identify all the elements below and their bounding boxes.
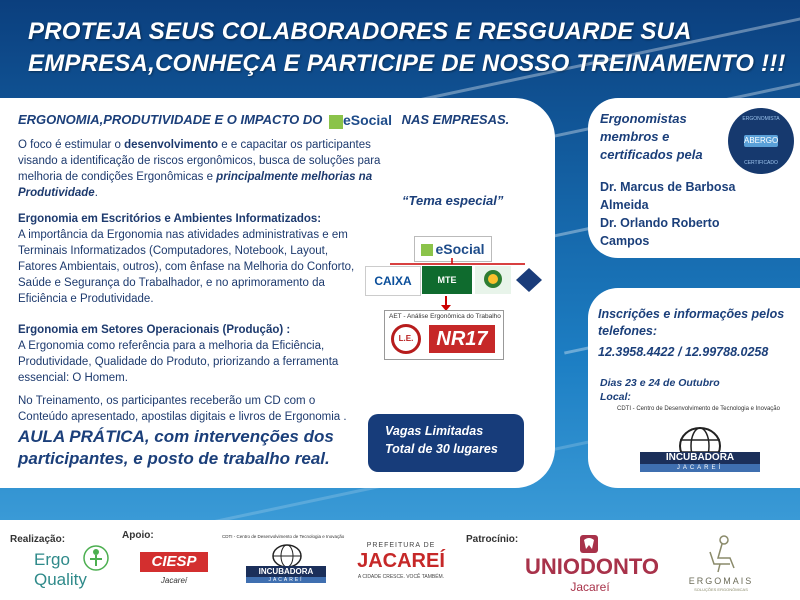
nr17-caption: AET - Análise Ergonômica do Trabalho — [389, 313, 501, 320]
registration-info — [598, 306, 784, 340]
ergo-quality-text-2: Quality — [34, 570, 87, 589]
ergomais-text: ERGOMAIS — [688, 576, 754, 586]
limited-seats-line-2: Total de 30 lugares — [385, 442, 498, 456]
ergo-quality-text-1: Ergo — [34, 550, 70, 569]
prefeitura-main-text: JACAREÍ — [357, 550, 445, 572]
patrocinio-label: Patrocínio: — [466, 534, 519, 545]
headline-line-1: PROTEJA SEUS COLABORADORES E RESGUARDE SUA — [28, 18, 692, 45]
incubadora-logo-text: INCUBADORA — [640, 452, 760, 464]
nr17-badge: NR17 — [429, 325, 495, 353]
abergo-seal — [728, 108, 794, 174]
esocial-icon — [421, 244, 433, 256]
limited-seats-line-1: Vagas Limitadas — [385, 424, 484, 438]
name-line-3: Dr. Orlando Roberto — [600, 216, 720, 230]
intro-text-a: O foco é estimular o — [18, 139, 125, 151]
abergo-label: ABERGO — [744, 136, 779, 145]
title-suffix: NAS EMPRESAS. — [401, 112, 510, 127]
esocial-logo-text: eSocial — [435, 241, 485, 257]
abergo-seal-top: ERGONOMISTA — [742, 116, 780, 122]
apoio-label: Apoio: — [122, 530, 154, 541]
abergo-seal-bottom: CERTIFICADO — [744, 160, 778, 166]
practical-class-text: AULA PRÁTICA, com intervenções dos participantes, e posto de trabalho real. — [18, 427, 334, 468]
event-location-label: Local: — [600, 391, 631, 403]
ciesp-logo-text: CIESP — [140, 552, 208, 572]
section-title — [18, 112, 509, 129]
title-prefix: ERGONOMIA,PRODUTIVIDADE E O IMPACTO DO — [18, 112, 323, 127]
intro-text-d: principalmente melhorias na Produtividade — [18, 171, 373, 199]
ergomais-chair-icon — [696, 534, 746, 574]
section-2-body: A Ergonomia como referência para a melhoria da Eficiência, Produtividade, Qualidade do Produto, priorizando a ferramenta essencial: O Homem. — [18, 340, 339, 384]
name-line-4: Campos — [600, 234, 650, 248]
incubadora-logo-sub: JACAREÍ — [640, 464, 760, 472]
esocial-icon — [329, 115, 343, 129]
ergo-quality-logo — [30, 544, 110, 598]
footer — [0, 520, 800, 600]
uniodonto-sub: Jacareí — [570, 580, 610, 594]
section-2-title: Ergonomia em Setores Operacionais (Produção) : — [18, 324, 291, 336]
prefeitura-slogan: A CIDADE CRESCE. VOCÊ TAMBÉM. — [357, 574, 445, 580]
training-paragraph: No Treinamento, os participantes receberão um CD com o Conteúdo apresentado, apostilas digitais e livros de Ergonomia . — [18, 395, 347, 423]
ciesp-logo-sub: Jacareí — [160, 576, 188, 585]
incubadora-footer-globe-icon — [262, 542, 312, 566]
ergonomist-names — [600, 178, 735, 250]
registration-line-2: telefones: — [598, 324, 658, 338]
event-dates — [600, 376, 720, 404]
name-line-1: Dr. Marcus de Barbosa — [600, 180, 736, 194]
event-dates-text: Dias 23 e 24 de Outubro — [600, 377, 720, 389]
name-line-2: Almeida — [600, 198, 649, 212]
phone-numbers: 12.3958.4422 / 12.99788.0258 — [598, 345, 769, 359]
section-1-body: A importância da Ergonomia nas atividades administrativas e em Terminais Informatizados (Computadores, Notebook, Layout, Fatores Ambientais, outros), com ênfase na Melhoria do Conforto, Saúde e Segurança do Trabalhador, e no aprimoramento da Eficiência e Produtividade. — [18, 229, 355, 305]
nr17-logo — [384, 310, 504, 360]
incubadora-footer-logo — [222, 534, 352, 594]
intro-paragraph — [18, 137, 403, 201]
esocial-logo-inline — [329, 112, 392, 129]
ergonomists-line-3: certificados pela — [600, 147, 703, 162]
intro-text-c: e e capacitar os participantes visando a identificação de riscos ergonômicos, busca de soluções para melhoria de condições Ergonômicas e — [18, 139, 381, 183]
section-1-title: Ergonomia em Escritórios e Ambientes Informatizados: — [18, 213, 322, 225]
incubadora-footer-sub: JACAREÍ — [246, 577, 326, 583]
ergomais-logo — [676, 534, 766, 596]
ergo-quality-figure-icon — [82, 544, 110, 576]
cdti-caption: CDTI - Centro de Desenvolvimento de Tecnologia e Inovação — [617, 406, 780, 412]
caixa-logo: CAIXA — [365, 266, 421, 296]
ciesp-logo — [140, 550, 208, 594]
mte-logo: MTE — [422, 266, 472, 294]
ergonomists-text — [600, 110, 703, 164]
ergomais-sub: SOLUÇÕES ERGONÔMICAS — [694, 587, 748, 592]
receita-federal-logo — [514, 266, 544, 294]
intro-text-b: desenvolvimento — [124, 139, 219, 151]
uniodonto-tooth-icon — [579, 534, 599, 554]
incubadora-footer-text: INCUBADORA — [246, 566, 326, 577]
intro-text-e: . — [94, 187, 98, 199]
uniodonto-text: UNIODONTO — [525, 554, 660, 579]
realizacao-label: Realização: — [10, 534, 66, 545]
ergonomists-line-2: membros e — [600, 129, 670, 144]
esocial-logo-text: eSocial — [342, 112, 392, 129]
le-seal: L.E. — [391, 324, 421, 354]
headline-line-2: EMPRESA,CONHEÇA E PARTICIPE DE NOSSO TREINAMENTO !!! — [28, 50, 786, 77]
footer-cdti-caption: CDTI - Centro de Desenvolvimento de Tecnologia e Inovação — [222, 534, 345, 539]
ergonomists-line-1: Ergonomistas — [600, 111, 687, 126]
headline — [28, 16, 788, 80]
prefeitura-jacarei-logo — [356, 542, 446, 590]
uniodonto-logo — [525, 534, 660, 596]
previdencia-logo — [475, 266, 511, 294]
special-theme-label: “Tema especial” — [402, 193, 504, 208]
prefeitura-top-text: PREFEITURA DE — [366, 542, 436, 549]
registration-line-1: Inscrições e informações pelos — [598, 307, 785, 321]
limited-seats-box — [368, 414, 524, 472]
